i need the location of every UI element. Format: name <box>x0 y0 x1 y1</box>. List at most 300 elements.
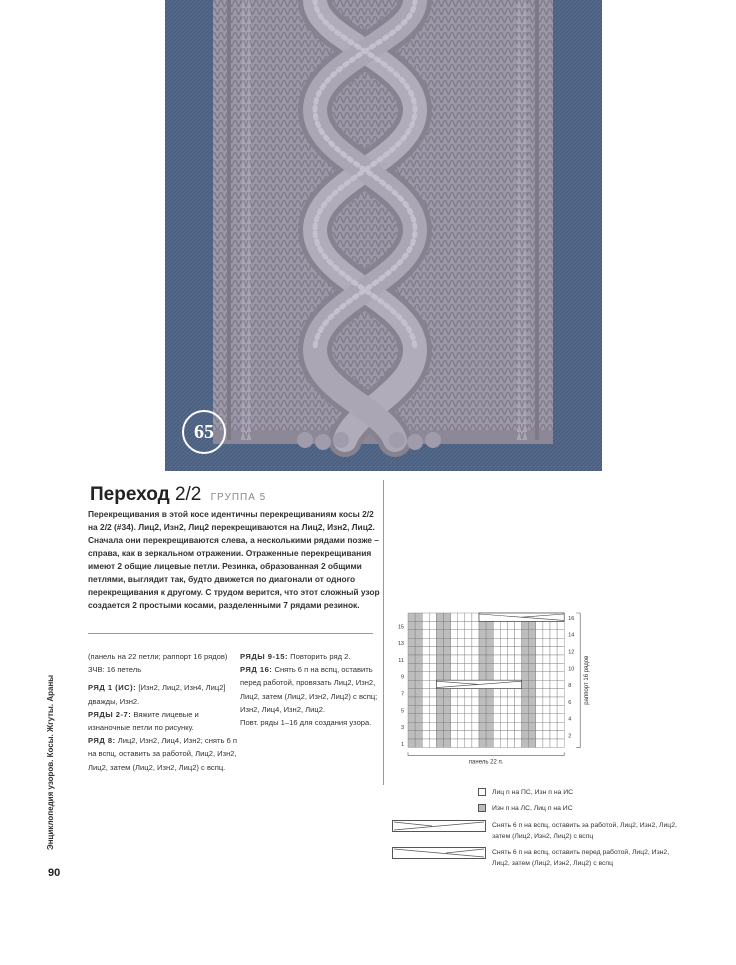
chart-cell <box>444 630 451 638</box>
chart-cell <box>529 630 536 638</box>
chart-cell <box>444 739 451 747</box>
chart-cell <box>500 722 507 730</box>
chart-cell <box>479 731 486 739</box>
chart-cell <box>451 613 458 621</box>
chart-cell <box>507 638 514 646</box>
chart-cell <box>444 697 451 705</box>
cross-back-icon <box>392 820 486 832</box>
chart-cell <box>529 680 536 688</box>
chart-cell <box>408 705 415 713</box>
page-number: 90 <box>48 867 61 879</box>
chart-cell <box>472 672 479 680</box>
chart-cell <box>422 647 429 655</box>
chart-cell <box>550 630 557 638</box>
chart-cell <box>415 714 422 722</box>
chart-cell <box>415 647 422 655</box>
chart-cell <box>507 621 514 629</box>
chart-cell <box>429 613 436 621</box>
chart-row-label: 3 <box>400 725 404 732</box>
chart-cell <box>486 630 493 638</box>
chart-cell <box>479 739 486 747</box>
chart-cell <box>408 613 415 621</box>
chart-cell <box>408 630 415 638</box>
knitting-chart <box>386 605 626 775</box>
chart-cell <box>444 731 451 739</box>
chart-cell <box>408 663 415 671</box>
chart-cell <box>529 647 536 655</box>
chart-cell <box>451 731 458 739</box>
chart-cell <box>557 714 564 722</box>
chart-row-label: 14 <box>568 632 575 639</box>
chart-row-label: 7 <box>400 691 404 698</box>
chart-cell <box>451 663 458 671</box>
chart-cell <box>515 722 522 730</box>
chart-cell <box>429 680 436 688</box>
chart-cell <box>408 655 415 663</box>
chart-cell <box>429 655 436 663</box>
chart-cell <box>472 621 479 629</box>
chart-cell <box>507 714 514 722</box>
chart-cell <box>493 630 500 638</box>
chart-cell <box>451 655 458 663</box>
chart-cell <box>429 689 436 697</box>
chart-cell <box>522 705 529 713</box>
chart-cell <box>529 705 536 713</box>
chart-cell <box>415 689 422 697</box>
chart-cell <box>415 621 422 629</box>
chart-cell <box>515 638 522 646</box>
chart-cell <box>415 680 422 688</box>
chart-cell <box>522 672 529 680</box>
chart-cell <box>458 722 465 730</box>
chart-cell <box>465 663 472 671</box>
chart-cell <box>472 647 479 655</box>
chart-cell <box>472 663 479 671</box>
chart-cell <box>422 697 429 705</box>
chart-cell <box>465 705 472 713</box>
chart-cell <box>472 655 479 663</box>
chart-cell <box>550 739 557 747</box>
chart-row-label: 9 <box>400 674 404 681</box>
chart-cell <box>436 722 443 730</box>
chart-cell <box>557 739 564 747</box>
chart-cell <box>522 697 529 705</box>
chart-cell <box>507 630 514 638</box>
chart-cell <box>500 655 507 663</box>
chart-cell <box>550 705 557 713</box>
chart-cell <box>451 621 458 629</box>
legend-cross-back: Снять 6 п на вспц, оставить за работой, Лиц2, Изн2, Лиц2, затем (Лиц2, Изн2, Лиц2) с вспц <box>492 822 677 840</box>
chart-cell <box>529 739 536 747</box>
chart-cell <box>479 647 486 655</box>
chart-cell <box>507 731 514 739</box>
chart-row-label: 16 <box>568 615 575 622</box>
chart-cell <box>458 638 465 646</box>
chart-cell <box>486 672 493 680</box>
chart-cell <box>529 672 536 680</box>
chart-cell <box>472 705 479 713</box>
chart-cell <box>465 672 472 680</box>
chart-cell <box>515 739 522 747</box>
chart-cell <box>486 621 493 629</box>
chart-cell <box>522 689 529 697</box>
chart-row-label: 12 <box>568 649 575 656</box>
pattern-group: ГРУППА 5 <box>210 492 267 503</box>
panel-bracket <box>408 752 564 755</box>
chart-cell <box>557 697 564 705</box>
chart-cell <box>493 655 500 663</box>
chart-cell <box>500 689 507 697</box>
chart-cell <box>550 647 557 655</box>
knit-swatch-icon <box>478 788 486 796</box>
chart-cell <box>408 722 415 730</box>
chart-cell <box>493 647 500 655</box>
chart-cell <box>422 714 429 722</box>
chart-cell <box>486 638 493 646</box>
chart-cell <box>536 689 543 697</box>
chart-cell <box>458 630 465 638</box>
chart-cell <box>500 672 507 680</box>
chart-cell <box>507 655 514 663</box>
chart-cell <box>507 647 514 655</box>
chart-cell <box>472 722 479 730</box>
chart-cell <box>451 714 458 722</box>
chart-cell <box>507 705 514 713</box>
chart-row-label: 2 <box>568 733 572 740</box>
chart-cell <box>465 714 472 722</box>
chart-cell <box>451 630 458 638</box>
chart-cell <box>408 638 415 646</box>
chart-cell <box>493 663 500 671</box>
chart-cell <box>536 722 543 730</box>
chart-cell <box>500 621 507 629</box>
chart-cell <box>465 689 472 697</box>
chart-cell <box>507 689 514 697</box>
chart-cell <box>436 739 443 747</box>
chart-cell <box>500 630 507 638</box>
chart-cell <box>422 731 429 739</box>
instructions-column-1: (панель на 22 петли; раппорт 16 рядов) ЗЧВ: 16 петель РЯД 1 (ИС): [Изн2, Лиц2, Изн4, Лиц2] дважды, Изн2. РЯДЫ 2-7: Вяжите лицевые и изнаночные петли по рисунку. РЯД 8: Лиц2, Изн2, Лиц4, Изн2; снять 6 п на вспц, оставить за работой, Лиц2, Изн2, Лиц2, затем (Лиц2, Изн2, Лиц2) с вспц. <box>88 652 238 772</box>
chart-cell <box>444 689 451 697</box>
chart-cell <box>451 705 458 713</box>
chart-cell <box>479 722 486 730</box>
chart-cell <box>472 697 479 705</box>
chart-cell <box>429 722 436 730</box>
repeat-bracket <box>576 613 580 747</box>
chart-cell <box>465 739 472 747</box>
chart-cell <box>422 638 429 646</box>
chart-cell <box>536 630 543 638</box>
chart-cell <box>515 714 522 722</box>
chart-cell <box>451 739 458 747</box>
chart-cell <box>536 655 543 663</box>
chart-cell <box>557 647 564 655</box>
chart-cell <box>458 655 465 663</box>
chart-cell <box>486 714 493 722</box>
chart-cell <box>444 663 451 671</box>
chart-cell <box>536 680 543 688</box>
chart-cell <box>444 722 451 730</box>
legend-purl: Изн п на ЛС, Лиц п на ИС <box>492 805 573 812</box>
chart-cell <box>436 630 443 638</box>
chart-cell <box>529 621 536 629</box>
chart-cell <box>451 672 458 680</box>
chart-cell <box>444 714 451 722</box>
chart-cell <box>444 638 451 646</box>
column-divider <box>383 480 384 785</box>
chart-cell <box>522 680 529 688</box>
chart-cell <box>415 613 422 621</box>
chart-cell <box>543 672 550 680</box>
chart-cell <box>522 638 529 646</box>
chart-cell <box>543 638 550 646</box>
chart-cell <box>479 655 486 663</box>
chart-cell <box>479 714 486 722</box>
chart-cell <box>529 722 536 730</box>
chart-cell <box>472 714 479 722</box>
chart-cell <box>436 638 443 646</box>
chart-cell <box>444 672 451 680</box>
chart-cell <box>458 647 465 655</box>
chart-cell <box>536 714 543 722</box>
chart-row-label: 1 <box>400 741 404 748</box>
chart-cell <box>408 647 415 655</box>
chart-cell <box>543 697 550 705</box>
chart-cell <box>507 697 514 705</box>
chart-cell <box>515 621 522 629</box>
chart-cell <box>493 739 500 747</box>
chart-cell <box>465 647 472 655</box>
chart-row-label: 8 <box>568 683 572 690</box>
chart-cell <box>429 731 436 739</box>
chart-cell <box>493 722 500 730</box>
chart-cell <box>522 647 529 655</box>
chart-cell <box>408 672 415 680</box>
book-running-title: Энциклопедия узоров. Косы. Жгуты. Араны <box>46 674 55 850</box>
chart-cell <box>408 621 415 629</box>
chart-cell <box>557 655 564 663</box>
chart-cell <box>529 689 536 697</box>
chart-cell <box>486 722 493 730</box>
chart-cell <box>515 697 522 705</box>
chart-cell <box>451 647 458 655</box>
chart-row-label: 11 <box>398 657 404 664</box>
section-divider <box>88 633 373 634</box>
chart-cell <box>451 689 458 697</box>
chart-cell <box>472 613 479 621</box>
chart-cell <box>515 689 522 697</box>
chart-cell <box>529 655 536 663</box>
chart-cell <box>522 663 529 671</box>
chart-cell <box>500 739 507 747</box>
repeat-label: раппорт 16 рядов <box>584 655 591 705</box>
chart-cell <box>436 689 443 697</box>
chart-cell <box>550 697 557 705</box>
chart-cell <box>415 731 422 739</box>
chart-cell <box>415 722 422 730</box>
chart-cell <box>436 647 443 655</box>
chart-cell <box>429 705 436 713</box>
chart-row-label: 4 <box>568 716 572 723</box>
chart-cell <box>543 705 550 713</box>
chart-cell <box>543 621 550 629</box>
chart-cell <box>422 621 429 629</box>
chart-cell <box>522 714 529 722</box>
chart-cell <box>486 689 493 697</box>
chart-cell <box>507 739 514 747</box>
chart-cell <box>415 672 422 680</box>
chart-cell <box>500 731 507 739</box>
chart-cell <box>493 731 500 739</box>
chart-cell <box>472 739 479 747</box>
chart-cell <box>429 739 436 747</box>
panel-label: панель 22 п. <box>468 759 504 766</box>
chart-cell <box>493 621 500 629</box>
chart-cell <box>465 697 472 705</box>
chart-cell <box>536 697 543 705</box>
chart-cell <box>557 621 564 629</box>
purl-swatch-icon <box>478 804 486 812</box>
chart-cell <box>536 705 543 713</box>
chart-cell <box>536 621 543 629</box>
chart-cell <box>536 647 543 655</box>
chart-cell <box>550 731 557 739</box>
cross-front-icon <box>392 847 486 859</box>
chart-cell <box>408 731 415 739</box>
chart-cell <box>500 705 507 713</box>
chart-cell <box>472 638 479 646</box>
instructions-column-2: РЯДЫ 9-15: Повторить ряд 2. РЯД 16: Снять 6 п на вспц, оставить перед работой, провязать Лиц2, Изн2, Лиц2, затем (Лиц2, Изн2, Лиц2) с вспц; Изн2, Лиц4, Изн2, Лиц2. Повт. ряды 1–16 для создания узора. <box>240 652 378 728</box>
chart-cell <box>493 638 500 646</box>
chart-cell <box>493 714 500 722</box>
chart-cell <box>408 680 415 688</box>
chart-cell <box>515 731 522 739</box>
chart-cell <box>451 722 458 730</box>
chart-row-label: 13 <box>397 641 404 648</box>
chart-cell <box>507 663 514 671</box>
chart-cell <box>507 672 514 680</box>
chart-cell <box>550 672 557 680</box>
chart-cell <box>486 655 493 663</box>
chart-cell <box>543 714 550 722</box>
chart-cell <box>550 689 557 697</box>
chart-cell <box>458 613 465 621</box>
chart-cell <box>543 655 550 663</box>
chart-cell <box>522 621 529 629</box>
chart-cell <box>522 731 529 739</box>
chart-cell <box>408 689 415 697</box>
chart-cell <box>486 697 493 705</box>
chart-cell <box>472 731 479 739</box>
chart-cell <box>543 689 550 697</box>
chart-cell <box>550 714 557 722</box>
chart-cell <box>543 630 550 638</box>
chart-cell <box>458 714 465 722</box>
chart-cell <box>429 714 436 722</box>
chart-cell <box>500 714 507 722</box>
chart-cell <box>422 705 429 713</box>
chart-cell <box>458 705 465 713</box>
chart-cell <box>557 722 564 730</box>
chart-cell <box>493 689 500 697</box>
chart-cell <box>550 680 557 688</box>
chart-cell <box>536 672 543 680</box>
chart-row-label: 6 <box>568 699 572 706</box>
chart-cell <box>522 722 529 730</box>
chart-cell <box>543 739 550 747</box>
chart-cell <box>422 613 429 621</box>
chart-cell <box>458 672 465 680</box>
chart-cell <box>507 722 514 730</box>
chart-cell <box>408 739 415 747</box>
chart-cell <box>436 731 443 739</box>
chart-cell <box>444 621 451 629</box>
chart-cell <box>429 638 436 646</box>
chart-cell <box>515 647 522 655</box>
chart-cell <box>422 655 429 663</box>
chart-cell <box>515 630 522 638</box>
chart-cell <box>444 613 451 621</box>
chart-cell <box>479 689 486 697</box>
chart-cell <box>465 613 472 621</box>
chart-cell <box>557 630 564 638</box>
pattern-description: Перекрещивания в этой косе идентичны перекрещиваниям косы 2/2 на 2/2 (#34). Лиц2, Изн2, Лиц2 перекрещиваются на Лиц2, Изн2, Лиц2. Сначала они перекрещиваются слева, а несколькими рядами позже – справа, как в зеркальном отражении. Отраженные перекрещивания имеют 2 общие лицевые петли. Резинка, образованная 2 общими петлями, выглядит так, будто движется по диагонали от одного перекрещивания к другому. С трудом верится, что этот сложный узор создается 2 простыми косами, разделенными 7 рядами резинок. <box>88 509 380 610</box>
chart-cell <box>550 663 557 671</box>
chart-row-label: 15 <box>397 624 404 631</box>
chart-cell <box>557 689 564 697</box>
chart-cell <box>436 697 443 705</box>
chart-cell <box>422 680 429 688</box>
chart-cell <box>536 731 543 739</box>
chart-cell <box>429 697 436 705</box>
chart-cell <box>458 621 465 629</box>
chart-cell <box>408 697 415 705</box>
chart-cell <box>422 630 429 638</box>
chart-cell <box>436 663 443 671</box>
chart-cell <box>465 655 472 663</box>
chart-cell <box>536 638 543 646</box>
chart-cell <box>500 647 507 655</box>
chart-cell <box>522 739 529 747</box>
chart-cell <box>479 697 486 705</box>
chart-cell <box>472 630 479 638</box>
chart-row-label: 10 <box>568 666 575 673</box>
chart-cell <box>415 663 422 671</box>
chart-cell <box>493 705 500 713</box>
chart-cell <box>429 672 436 680</box>
chart-cell <box>429 647 436 655</box>
knitted-swatch-photo <box>165 0 602 471</box>
chart-cell <box>415 630 422 638</box>
chart-cell <box>543 680 550 688</box>
chart-cell <box>529 663 536 671</box>
chart-cell <box>458 697 465 705</box>
chart-cell <box>486 731 493 739</box>
chart-cell <box>415 655 422 663</box>
chart-cell <box>550 638 557 646</box>
chart-cell <box>550 655 557 663</box>
chart-cell <box>500 697 507 705</box>
chart-cell <box>522 655 529 663</box>
chart-cell <box>493 672 500 680</box>
chart-cell <box>557 663 564 671</box>
chart-cell <box>465 638 472 646</box>
pattern-number-badge: 65 <box>182 410 226 454</box>
chart-cell <box>479 630 486 638</box>
chart-cell <box>479 672 486 680</box>
chart-cell <box>557 680 564 688</box>
chart-cell <box>444 655 451 663</box>
